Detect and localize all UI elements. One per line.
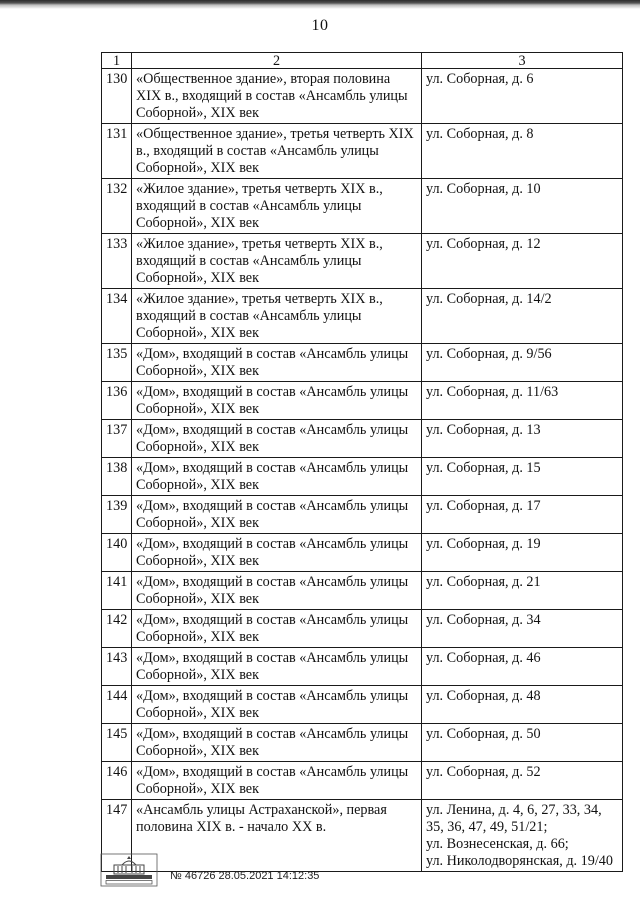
address-line: ул. Соборная, д. 8 bbox=[426, 126, 534, 142]
row-number: 133 bbox=[102, 234, 132, 289]
object-name: «Дом», входящий в состав «Ансамбль улицы Соборной», XIX век bbox=[132, 496, 422, 534]
object-address bbox=[422, 762, 623, 800]
address-line: ул. Соборная, д. 48 bbox=[426, 688, 541, 704]
row-number: 141 bbox=[102, 572, 132, 610]
row-number: 131 bbox=[102, 124, 132, 179]
object-address bbox=[422, 69, 623, 124]
object-address bbox=[422, 724, 623, 762]
table-row bbox=[102, 686, 623, 724]
row-number: 146 bbox=[102, 762, 132, 800]
object-address bbox=[422, 534, 623, 572]
table-row bbox=[102, 572, 623, 610]
object-address bbox=[422, 289, 623, 344]
address-line: ул. Соборная, д. 12 bbox=[426, 236, 541, 252]
table-row bbox=[102, 382, 623, 420]
column-header: 1 bbox=[102, 53, 132, 69]
row-number: 142 bbox=[102, 610, 132, 648]
object-name: «Дом», входящий в состав «Ансамбль улицы Соборной», XIX век bbox=[132, 420, 422, 458]
address-line: ул. Соборная, д. 34 bbox=[426, 612, 541, 628]
object-address bbox=[422, 124, 623, 179]
table-row bbox=[102, 458, 623, 496]
row-number: 145 bbox=[102, 724, 132, 762]
object-address bbox=[422, 648, 623, 686]
row-number: 135 bbox=[102, 344, 132, 382]
address-line: ул. Соборная, д. 46 bbox=[426, 650, 541, 666]
object-name: «Дом», входящий в состав «Ансамбль улицы Соборной», XIX век bbox=[132, 344, 422, 382]
address-line: ул. Вознесенская, д. 66; bbox=[426, 836, 569, 852]
table-row bbox=[102, 534, 623, 572]
scan-edge bbox=[0, 0, 640, 10]
object-address bbox=[422, 610, 623, 648]
row-number: 138 bbox=[102, 458, 132, 496]
address-line: ул. Соборная, д. 10 bbox=[426, 181, 541, 197]
object-address bbox=[422, 382, 623, 420]
address-line: ул. Соборная, д. 9/56 bbox=[426, 346, 552, 362]
row-number: 139 bbox=[102, 496, 132, 534]
object-address bbox=[422, 686, 623, 724]
address-line: ул. Ленина, д. 4, 6, 27, 33, 34, 35, 36, 47, 49, 51/21; bbox=[426, 802, 602, 835]
page-number: 10 bbox=[311, 17, 329, 34]
row-number: 134 bbox=[102, 289, 132, 344]
row-number: 144 bbox=[102, 686, 132, 724]
object-name: «Дом», входящий в состав «Ансамбль улицы Соборной», XIX век bbox=[132, 382, 422, 420]
column-header: 3 bbox=[422, 53, 623, 69]
address-line: ул. Соборная, д. 13 bbox=[426, 422, 541, 438]
object-name: «Жилое здание», третья четверть XIX в., входящий в состав «Ансамбль улицы Соборной», XIX век bbox=[132, 289, 422, 344]
e-government-seal-icon bbox=[100, 853, 158, 887]
address-line: ул. Соборная, д. 21 bbox=[426, 574, 541, 590]
object-name: «Дом», входящий в состав «Ансамбль улицы Соборной», XIX век bbox=[132, 686, 422, 724]
object-name: «Дом», входящий в состав «Ансамбль улицы Соборной», XIX век bbox=[132, 458, 422, 496]
object-address bbox=[422, 344, 623, 382]
row-number: 137 bbox=[102, 420, 132, 458]
table-row bbox=[102, 289, 623, 344]
object-name: «Дом», входящий в состав «Ансамбль улицы Соборной», XIX век bbox=[132, 762, 422, 800]
table-row bbox=[102, 69, 623, 124]
row-number: 136 bbox=[102, 382, 132, 420]
address-line: ул. Соборная, д. 11/63 bbox=[426, 384, 559, 400]
address-line: ул. Соборная, д. 15 bbox=[426, 460, 541, 476]
document-code: № 46726 28.05.2021 14:12:35 bbox=[170, 870, 320, 882]
object-name: «Дом», входящий в состав «Ансамбль улицы Соборной», XIX век bbox=[132, 724, 422, 762]
object-name: «Дом», входящий в состав «Ансамбль улицы Соборной», XIX век bbox=[132, 610, 422, 648]
address-line: ул. Соборная, д. 6 bbox=[426, 71, 534, 87]
object-name: «Дом», входящий в состав «Ансамбль улицы Соборной», XIX век bbox=[132, 534, 422, 572]
address-line: ул. Соборная, д. 14/2 bbox=[426, 291, 552, 307]
table-row bbox=[102, 724, 623, 762]
object-name: «Жилое здание», третья четверть XIX в., входящий в состав «Ансамбль улицы Соборной», XIX век bbox=[132, 179, 422, 234]
object-address bbox=[422, 234, 623, 289]
object-name: «Дом», входящий в состав «Ансамбль улицы Соборной», XIX век bbox=[132, 572, 422, 610]
object-name: «Ансамбль улицы Астраханской», первая половина XIX в. - начало XX в. bbox=[132, 800, 422, 872]
table-row bbox=[102, 344, 623, 382]
address-line: ул. Соборная, д. 50 bbox=[426, 726, 541, 742]
table-header-row bbox=[102, 53, 623, 69]
address-line: ул. Соборная, д. 17 bbox=[426, 498, 541, 514]
object-name: «Общественное здание», третья четверть XIX в., входящий в состав «Ансамбль улицы Соборной», XIX век bbox=[132, 124, 422, 179]
table-row bbox=[102, 648, 623, 686]
row-number: 147 bbox=[102, 800, 132, 872]
table-row bbox=[102, 762, 623, 800]
table-row bbox=[102, 179, 623, 234]
object-address bbox=[422, 458, 623, 496]
table-row bbox=[102, 420, 623, 458]
address-line: ул. Соборная, д. 19 bbox=[426, 536, 541, 552]
row-number: 130 bbox=[102, 69, 132, 124]
object-address bbox=[422, 179, 623, 234]
column-header: 2 bbox=[132, 53, 422, 69]
row-number: 132 bbox=[102, 179, 132, 234]
row-number: 143 bbox=[102, 648, 132, 686]
table-row bbox=[102, 234, 623, 289]
table-row bbox=[102, 124, 623, 179]
address-line: ул. Соборная, д. 52 bbox=[426, 764, 541, 780]
table-row bbox=[102, 496, 623, 534]
object-name: «Жилое здание», третья четверть XIX в., входящий в состав «Ансамбль улицы Соборной», XIX век bbox=[132, 234, 422, 289]
object-address bbox=[422, 800, 623, 872]
object-address bbox=[422, 572, 623, 610]
table-row bbox=[102, 610, 623, 648]
address-line: ул. Николодворянская, д. 19/40 bbox=[426, 853, 613, 869]
object-name: «Дом», входящий в состав «Ансамбль улицы Соборной», XIX век bbox=[132, 648, 422, 686]
row-number: 140 bbox=[102, 534, 132, 572]
object-address bbox=[422, 496, 623, 534]
heritage-table bbox=[101, 52, 623, 872]
table-row bbox=[102, 800, 623, 872]
object-address bbox=[422, 420, 623, 458]
object-name: «Общественное здание», вторая половина XIX в., входящий в состав «Ансамбль улицы Соборной», XIX век bbox=[132, 69, 422, 124]
